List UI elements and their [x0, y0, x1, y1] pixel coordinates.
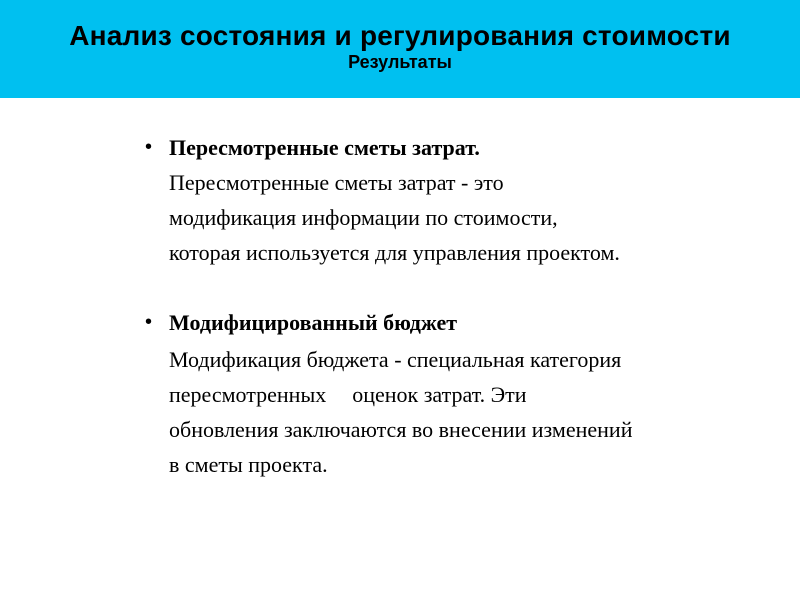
- bullet-body-fragment: пересмотренных: [169, 382, 327, 407]
- bullet-icon: •: [145, 136, 153, 158]
- bullet-list: [145, 130, 745, 482]
- bullet-body-line: [169, 377, 745, 412]
- bullet-body-line: Модификация бюджета - специальная категория: [169, 347, 622, 372]
- bullet-body-line: обновления заключаются во внесении изменений: [169, 417, 633, 442]
- bullet-body-line: модификация информации по стоимости,: [169, 205, 558, 230]
- slide-subtitle: Результаты: [348, 52, 452, 72]
- bullet-body-fragment: оценок затрат. Эти: [352, 382, 527, 407]
- bullet-item-revised-estimates: [145, 130, 745, 270]
- slide-title: Анализ состояния и регулирования стоимости: [69, 20, 731, 51]
- bullet-body-line: Пересмотренные сметы затрат - это: [169, 170, 504, 195]
- header-banner: [0, 0, 800, 98]
- bullet-item-modified-budget: [145, 305, 745, 482]
- bullet-heading: Модифицированный бюджет: [169, 310, 458, 335]
- bullet-body-line: которая используется для управления проектом.: [169, 240, 620, 265]
- bullet-icon: •: [145, 311, 153, 333]
- bullet-heading: Пересмотренные сметы затрат.: [169, 135, 480, 160]
- bullet-body-line: в сметы проекта.: [169, 452, 328, 477]
